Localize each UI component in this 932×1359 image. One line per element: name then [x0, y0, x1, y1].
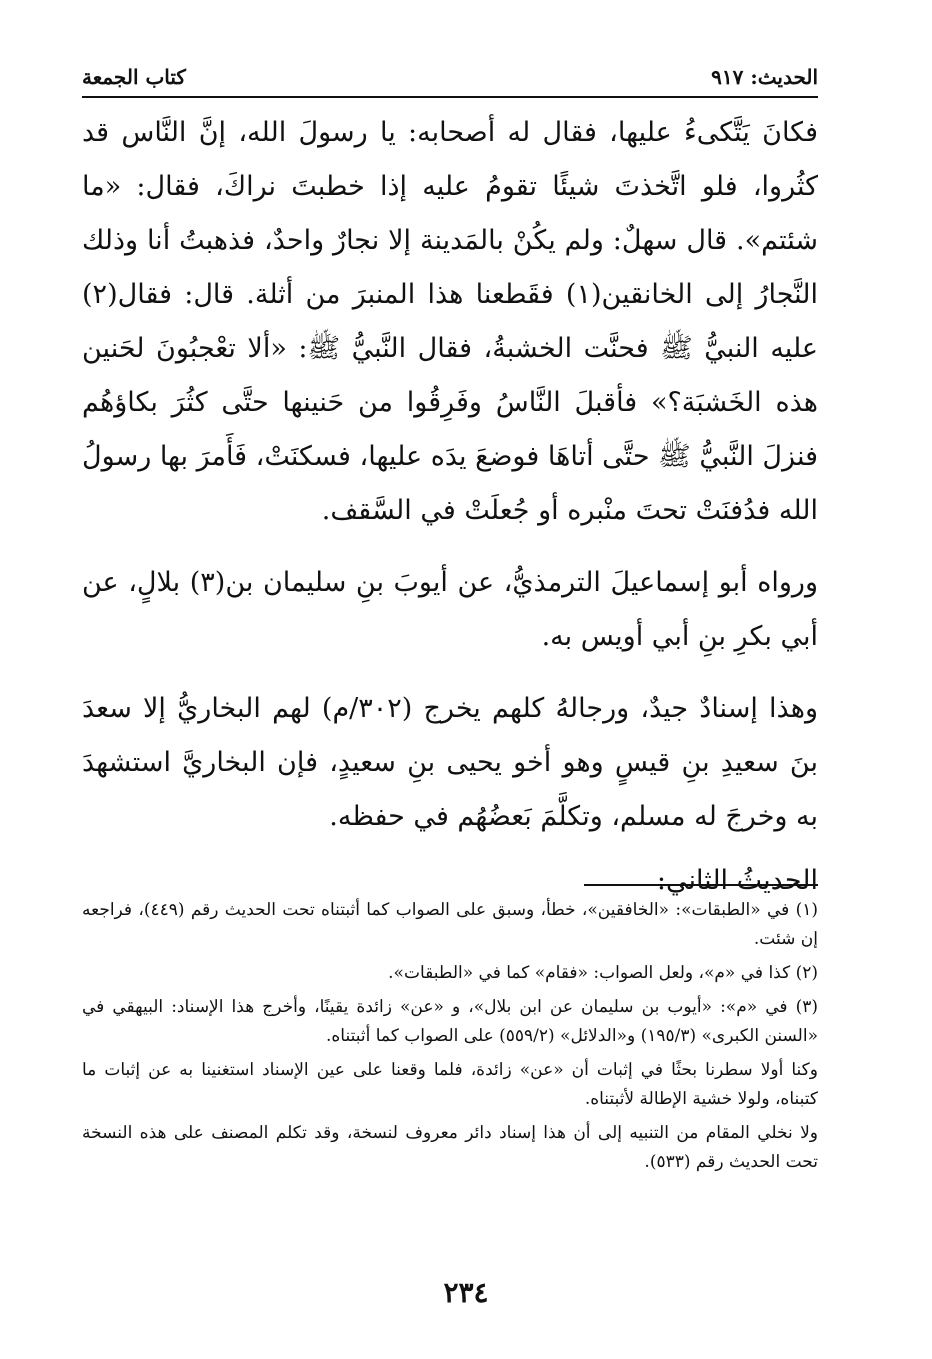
- paragraph-3: وهذا إسنادٌ جيدٌ، ورجالهُ كلهم يخرج (٣٠٢/م) لهم البخاريُّ إلا سعدَ بنَ سعيدِ بنِ قيسٍ وهو أخو يحيى بنِ سعيدٍ، فإن البخاريَّ استشهدَ به وخرجَ له مسلم، وتكلَّمَ بَعضُهُم في حفظه.: [82, 693, 818, 832]
- footnote-3-continued: وكنا أولا سطرنا بحثًا في إثبات أن «عن» زائدة، فلما وقعنا على عين الإسناد استغنينا به عن إثبات ما كتبناه، ولولا خشية الإطالة لأثبتناه.: [82, 1060, 818, 1109]
- footnote-rule: [584, 884, 818, 886]
- footnotes: [82, 896, 818, 1182]
- footnote-1: (١) في «الطبقات»: «الخافقين»، خطأ، وسبق على الصواب كما أثبتناه تحت الحديث رقم (٤٤٩)، فراجعه إن شئت.: [82, 900, 818, 949]
- paragraph-2: ورواه أبو إسماعيلَ الترمذيُّ، عن أيوبَ بنِ سليمان بن(٣) بلالٍ، عن أبي بكرِ بنِ أبي أويس به.: [82, 567, 818, 652]
- footnote-3: (٣) في «م»: «أيوب بن سليمان عن ابن بلال»، و «عن» زائدة يقينًا، وأخرج هذا الإسناد: البيهقي في «السنن الكبرى» (١٩٥/٣) و«الدلائل» (٥٥٩/٢) على الصواب كما أثبتناه.: [82, 997, 818, 1046]
- main-text: [82, 106, 818, 908]
- running-header: [82, 60, 818, 94]
- page-number: ٢٣٤: [443, 1276, 489, 1309]
- hadith-number: الحديث: ٩١٧: [711, 65, 818, 89]
- paragraph-1: فكانَ يَتَّكىءُ عليها، فقال له أصحابه: يا رسولَ الله، إنَّ النَّاس قد كثُروا، فلو اتَّخذتَ شيئًا تقومُ عليه إذا خطبتَ نراكَ، فقال: «ما شئتم». قال سهلٌ: ولم يكُنْ بالمَدينة إلا نجارٌ واحدٌ، فذهبتُ أنا وذلك النَّجارُ إلى الخانقين(١) فقَطعنا هذا المنبرَ من أثلة. قال: فقال(٢) عليه النبيُّ ﷺ فحنَّت الخشبةُ، فقال النَّبيُّ ﷺ: «ألا تعْجبُونَ لحَنين هذه الخَشبَة؟» فأقبلَ النَّاسُ وفَرِقُوا من حَنينها حتَّى كثُرَ بكاؤهُم فنزلَ النَّبيُّ ﷺ حتَّى أتاهَا فوضعَ يدَه عليها، فسكنَتْ، فَأَمرَ بها رسولُ الله فدُفنَتْ تحتَ منْبره أو جُعلَتْ في السَّقف.: [82, 117, 819, 526]
- footnote-3-note: ولا نخلي المقام من التنبيه إلى أن هذا إسناد دائر معروف لنسخة، وقد تكلم المصنف على هذه النسخة تحت الحديث رقم (٥٣٣).: [82, 1123, 818, 1172]
- header-rule: [82, 96, 818, 98]
- section-heading: الحديثُ الثاني:: [656, 865, 818, 896]
- footnote-2: (٢) كذا في «م»، ولعل الصواب: «فقام» كما في «الطبقات».: [388, 963, 818, 983]
- book-title: كتاب الجمعة: [82, 65, 186, 89]
